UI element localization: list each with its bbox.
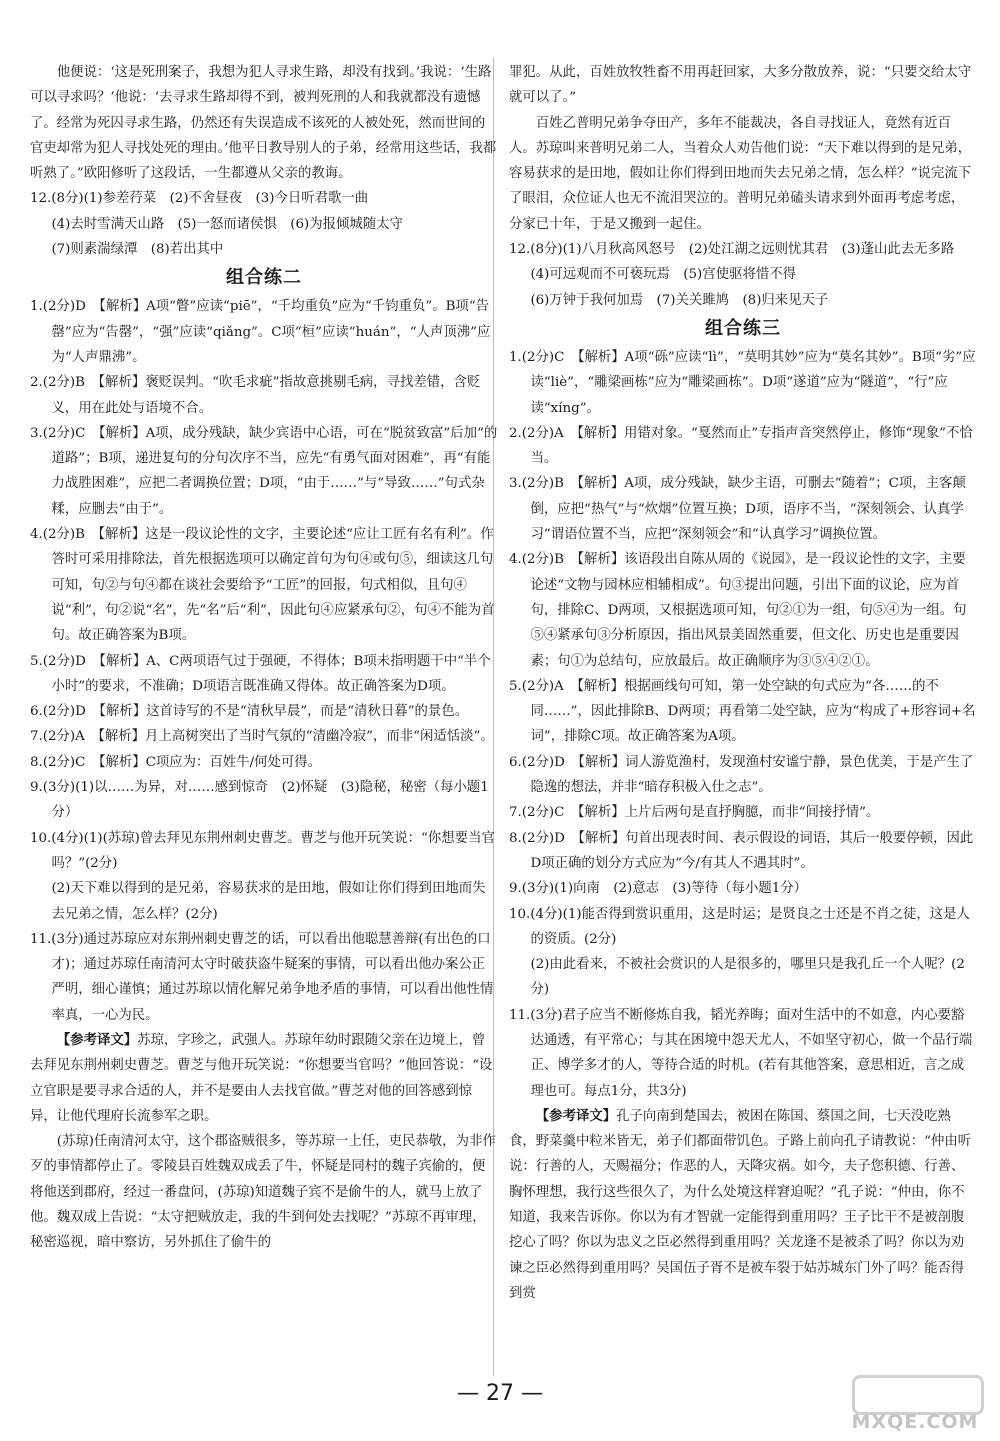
answer-11: 11.(3分)通过苏琼应对东荆州刺史曹芝的话，可以看出他聪慧善辩(有出色的口才)；通过苏琼任南清河太守时破获盗牛疑案的事情，可以看出他办案公正严明，细心谨慎；通过苏琼以情化解兄弟争地矛盾的事情，可以看出他性情率真，一心为民。 bbox=[30, 931, 494, 1023]
answer-1: 1.(2分)C 【解析】A项“砾”应读“lì”，“莫明其妙”应为“莫名其妙”。B项“劣”应读“liè”，“雕梁画栋”应为“雕梁画栋”。D项“遂道”应为“隧道”，“行”应读“xíng”。 bbox=[509, 349, 976, 416]
answer-12-line-2: (4)去时雪满天山路 (5)一怒而诸侯惧 (6)为报倾城随太守 bbox=[51, 216, 403, 232]
answer-6: 6.(2分)D 【解析】这首诗写的不是“清秋早晨”，而是“清秋日暮”的景色。 bbox=[30, 704, 469, 720]
answer-3: 3.(2分)B 【解析】A项，成分残缺，缺少主语，可删去“随着”；C项，主客颠倒，应把“热气”与“炊烟”位置互换；D项，语序不当，“深刻领会、认真学习”谓语位置不当，应把“深刻领会”和“认真学习”调换位置。 bbox=[509, 476, 966, 543]
answer-8: 8.(2分)D 【解析】句首出现表时间、表示假设的词语，其后一般要停顿，因此D项正确的划分方式应为“今/有其人不遇其时”。 bbox=[509, 830, 974, 871]
answer-9: 9.(3分)(1)向南 (2)意志 (3)等待（每小题1分） bbox=[509, 881, 808, 897]
translation-label: 【参考译文】 bbox=[56, 1032, 138, 1048]
answer-12-line-1: 12.(8分)(1)八月秋高风怒号 (2)处江湖之远则忧其君 (3)蓬山此去无多路 (4)可远观而不可亵玩焉 (5)宫使驱将惜不得 bbox=[509, 242, 968, 283]
answer-2: 2.(2分)A 【解析】用错对象。“戛然而止”专指声音突然停止，修饰“现象”不恰当。 bbox=[509, 425, 973, 467]
answer-10-part-1: 10.(4分)(1)能否得到赏识重用，这是时运；是贤良之士还是不肖之徒，这是人的资质。(2分) bbox=[509, 906, 970, 947]
answer-2: 2.(2分)B 【解析】褒贬误判。“吹毛求疵”指故意挑剔毛病，寻找差错，含贬义，用在此处与语境不合。 bbox=[30, 375, 481, 416]
left-column bbox=[30, 60, 498, 1256]
continued-paragraph-2: 百姓乙普明兄弟争夺田产，多年不能裁决，各自寻找证人，竟然有近百人。苏琼叫来普明兄弟二人，当着众人劝告他们说：“天下难以得到的是兄弟，容易获求的是田地，假如让你们得到田地而失去兄弟之情，怎么样？”说完流下了眼泪，众位证人也无不流泪哭泣的。普明兄弟磕头请求到外面再考虑考虑，分家已十年，于是又搬到一起住。 bbox=[509, 115, 972, 232]
answer-9: 9.(3分)(1)以……为异，对……感到惊奇 (2)怀疑 (3)隐秘，秘密（每小题1分） bbox=[30, 780, 489, 821]
answer-7: 7.(2分)A 【解析】月上高树突出了当时气氛的“清幽冷寂”，而非“闲适恬淡”。 bbox=[30, 729, 494, 745]
answer-6: 6.(2分)D 【解析】词人游览渔村，发现渔村安谧宁静，景色优美，于是产生了隐逸的想法，并非“暗存积极入仕之志”。 bbox=[509, 754, 974, 796]
translation-paragraph-1: 【参考译文】苏琼，字珍之，武强人。苏琼年幼时跟随父亲在边境上，曾去拜见东荆州刺史曹芝。曹芝与他开玩笑说：“你想要当官吗？”他回答说：“设立官职是要寻求合适的人，并不是要由人去找官做。”曹芝对他的回答感到惊异，让他代理府长流参军之职。 bbox=[30, 1032, 493, 1124]
answer-11: 11.(3分)君子应当不断修炼自我，韬光养晦；面对生活中的不如意，内心要豁达通透，有平常心；与其在困境中怨天尤人，不如坚守初心，做一个品行端正、博学多才的人，等待合适的时机。(若有其他答案，意思相近，言之成理也可。每点1分，共3分) bbox=[509, 1007, 973, 1099]
watermark-text: MXQE.COM bbox=[851, 1411, 979, 1433]
answer-5: 5.(2分)A 【解析】根据画线句可知，第一处空缺的句式应为“各……的不同……”，因此排除B、D两项；再看第二处空缺，应为“构成了+形容词+名词”，排除C项。故正确答案为A项。 bbox=[509, 678, 976, 745]
answer-3: 3.(2分)C 【解析】A项，成分残缺，缺少宾语中心语，可在“脱贫致富”后加“的道路”；B项，递进复句的分句次序不当，应先“有勇气面对困难”，再“有能力战胜困难”，应把二者调换位置；D项，“由于……”与“导致……”句式杂糅，应删去“由于”。 bbox=[30, 425, 498, 517]
continued-paragraph: 他便说：‘这是死刑案子，我想为犯人寻求生路，却没有找到。’我说：‘生路可以寻求吗？’他说：‘去寻求生路却得不到，被判死刑的人和我就都没有遗憾了。经常为死囚寻求生路，仍然还有失误造成不该死的人被处死，然而世间的官吏却常为犯人寻找处死的理由。’他平日教导别人的子弟，经常用这些话，我都听熟了。”欧阳修听了这段话，一生都遵从父亲的教诲。 bbox=[30, 65, 497, 182]
translation-paragraph-1: 【参考译文】孔子向南到楚国去，被困在陈国、蔡国之间，七天没吃熟食，野菜羹中粒米皆无，弟子们都面带饥色。子路上前向孔子请教说：“仲由听说：行善的人，天赐福分；作恶的人，天降灾祸。如今，夫子您积德、行善、胸怀理想，我行这些很久了，为什么处境这样窘迫呢？”孔子说：“仲由，你不知道，我来告诉你。你以为有才智就一定能得到重用吗？王子比干不是被剖腹挖心了吗？你以为忠义之臣必然得到重用吗？关龙逢不是被杀了吗？你以为劝谏之臣必然得到重用吗？吴国伍子胥不是被车裂于姑苏城东门外了吗？能否得到赏 bbox=[509, 1108, 972, 1301]
answer-12-line-2: (6)万钟于我何加焉 (7)关关雎鸠 (8)归来见天子 bbox=[530, 292, 829, 308]
answer-4: 4.(2分)B 【解析】这是一段议论性的文字，主要论述“应让工匠有名有利”。作答时可采用排除法，首先根据选项可以确定首句为句④或句⑤，细读这几句可知，句②与句④都在谈社会要给予“工匠”的回报，句式相似，且句④说“利”，句②说“名”，先“名”后“利”，因此句④应紧承句②，句④不能为首句。故正确答案为B项。 bbox=[30, 527, 495, 644]
answer-10-part-2: (2)天下难以得到的是兄弟，容易获求的是田地，假如让你们得到田地而失去兄弟之情，怎么样？(2分) bbox=[51, 881, 486, 922]
answer-12-line-1: 12.(8分)(1)参差荇菜 (2)不舍昼夜 (3)今日听君歌一曲 bbox=[30, 191, 369, 207]
translation-paragraph-2: (苏琼)任南清河太守，这个郡盗贼很多，等苏琼一上任，吏民恭敬，为非作歹的事情都停止了。零陵县百姓魏双成丢了牛，怀疑是同村的魏子宾偷的，便将他送到郡府，经过一番盘问，(苏琼)知道魏子宾不是偷牛的人，就马上放了他。魏双成上告说：“太守把贼放走，我的牛到何处去找呢？”苏琼不再审理，秘密巡视，暗中察访，另外抓住了偷牛的 bbox=[30, 1134, 496, 1251]
right-column bbox=[509, 60, 977, 1306]
answer-1: 1.(2分)D 【解析】A项“瞥”应读“piē”，“千均重负”应为“千钧重负”。B项“告罄”应为“告罄”，“强”应读“qiǎng”。C项“桓”应读“huán”，“人声顶沸”应为“人声鼎沸”。 bbox=[30, 299, 491, 365]
watermark bbox=[840, 1375, 990, 1433]
section-title-3: 组合练三 bbox=[705, 317, 781, 339]
answer-10-part-2: (2)由此看来，不被社会赏识的人是很多的，哪里只是我孔丘一个人呢？(2分) bbox=[530, 957, 965, 998]
translation-label: 【参考译文】 bbox=[535, 1108, 617, 1124]
answer-5: 5.(2分)D 【解析】A、C两项语气过于强硬，不得体；B项未指明题干中“半个小时”的要求，不准确；D项语言既准确又得体。故正确答案为D项。 bbox=[30, 653, 491, 694]
answer-12-line-3: (7)则素湍绿潭 (8)若出其中 bbox=[51, 242, 224, 258]
answer-4: 4.(2分)B 【解析】该语段出自陈从周的《说园》，是一段议论性的文字，主要论述“文物与园林应相辅相成”。句③提出问题，引出下面的议论，应为首句，排除C、D两项，又根据选项可知，句②①为一组，句⑤④为一组。句⑤④紧承句③分析原因，指出风景美固然重要，但文化、历史也是重要因素；句①为总结句，应放最后。故正确顺序为③⑤④②①。 bbox=[509, 552, 967, 669]
answer-10-part-1: 10.(4分)(1)(苏琼)曾去拜见东荆州刺史曹芝。曹芝与他开玩笑说：“你想要当官吗？”(2分) bbox=[30, 830, 495, 871]
answer-7: 7.(2分)C 【解析】上片后两句是直抒胸臆，而非“间接抒情”。 bbox=[509, 805, 880, 821]
continued-paragraph-1: 罪犯。从此，百姓放牧牲畜不用再赶回家，大多分散放养，说：“只要交给太守就可以了。” bbox=[509, 65, 972, 106]
answer-8: 8.(2分)C 【解析】C项应为：百姓牛/何处可得。 bbox=[30, 754, 322, 770]
section-title-2: 组合练二 bbox=[226, 267, 302, 289]
watermark-logo-icon bbox=[852, 1375, 984, 1415]
page-number: — 27 — bbox=[457, 1381, 543, 1406]
